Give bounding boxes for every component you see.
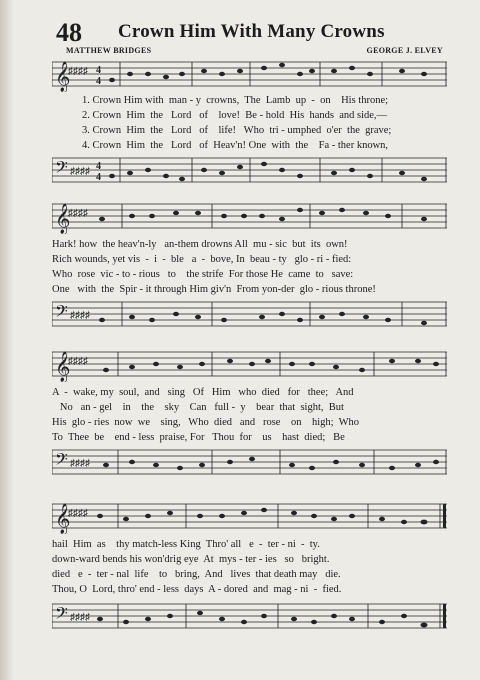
music-system-3 <box>52 348 447 478</box>
lyric-line: 1. Crown Him with man - y crowns, The Lamb up - on His throne; <box>82 95 389 106</box>
hymn-number: 48 <box>56 18 82 47</box>
bass-staff <box>52 298 447 332</box>
svg-text:4: 4 <box>96 65 101 76</box>
bass-staff <box>52 154 447 188</box>
lyric-line: Who rose vic - to - rious to the strife For those He came to save: <box>52 269 354 280</box>
svg-text:♯♯♯♯: ♯♯♯♯ <box>68 508 88 519</box>
svg-text:𝄞: 𝄞 <box>55 204 71 233</box>
svg-text:♯♯♯♯: ♯♯♯♯ <box>70 458 90 469</box>
music-system-2 <box>52 200 447 330</box>
lyric-line: Thou, O Lord, thro' end - less days A - dored and mag - ni - fied. <box>52 584 342 595</box>
page-binding-shadow <box>0 0 14 680</box>
lyric-line: No an - gel in the sky Can full - y bear that sight, But <box>52 402 344 413</box>
bass-staff <box>52 600 447 634</box>
svg-text:𝄢: 𝄢 <box>55 605 68 627</box>
svg-text:𝄢: 𝄢 <box>55 159 68 181</box>
bass-staff-drawing <box>52 154 447 188</box>
svg-text:𝄢: 𝄢 <box>55 303 68 325</box>
treble-staff <box>52 58 447 92</box>
treble-staff-drawing <box>52 58 447 92</box>
lyric-line: 4. Crown Him the Lord of Heav'n! One with the Fa - ther known, <box>82 140 389 151</box>
svg-text:♯♯♯♯: ♯♯♯♯ <box>68 356 88 367</box>
lyric-line: 2. Crown Him the Lord of love! Be - hold His hands and side,— <box>82 110 388 121</box>
lyric-line: died e - ter - nal life to bring, And lives that death may die. <box>52 569 341 580</box>
svg-text:𝄞: 𝄞 <box>55 504 71 533</box>
lyric-line: A - wake, my soul, and sing Of Him who died for thee; And <box>52 387 354 398</box>
treble-staff <box>52 200 447 234</box>
lyric-line: 3. Crown Him the Lord of life! Who tri - umphed o'er the grave; <box>82 125 392 136</box>
lyric-line: Hark! how the heav'n-ly an-them drowns All mu - sic but its own! <box>52 239 348 250</box>
lyric-line: His glo - ries now we sing, Who died and rose on high; Who <box>52 417 359 428</box>
svg-text:𝄞: 𝄞 <box>55 62 71 91</box>
lyric-line: hail Him as thy match-less King Thro' all e - ter - ni - ty. <box>52 539 320 550</box>
hymn-title: Crown Him With Many Crowns <box>118 21 385 42</box>
svg-text:𝄢: 𝄢 <box>55 451 68 473</box>
music-system-1 <box>52 58 447 188</box>
svg-text:♯♯♯♯: ♯♯♯♯ <box>68 66 88 77</box>
bass-staff-drawing <box>52 298 447 332</box>
svg-text:4: 4 <box>96 172 101 183</box>
music-system-4 <box>52 500 447 636</box>
bass-staff-drawing <box>52 600 447 634</box>
svg-text:𝄞: 𝄞 <box>55 352 71 381</box>
treble-staff <box>52 348 447 382</box>
lyric-line: To Thee be end - less praise, For Thou for us hast died; Be <box>52 432 345 443</box>
svg-text:4: 4 <box>96 76 101 87</box>
composer-credit: GEORGE J. ELVEY <box>366 46 443 55</box>
treble-staff-drawing <box>52 348 447 382</box>
lyricist-credit: MATTHEW BRIDGES <box>66 46 152 55</box>
lyric-line: Rich wounds, yet vis - i - ble a - bove, In beau - ty glo - ri - fied: <box>52 254 352 265</box>
treble-staff-drawing <box>52 200 447 234</box>
treble-staff <box>52 500 447 534</box>
svg-text:♯♯♯♯: ♯♯♯♯ <box>68 208 88 219</box>
bass-staff <box>52 446 447 480</box>
treble-staff-drawing <box>52 500 447 534</box>
svg-text:4: 4 <box>96 161 101 172</box>
bass-staff-drawing <box>52 446 447 480</box>
svg-text:♯♯♯♯: ♯♯♯♯ <box>70 310 90 321</box>
lyric-line: One with the Spir - it through Him giv'n From yon-der glo - rious throne! <box>52 284 376 295</box>
svg-text:♯♯♯♯: ♯♯♯♯ <box>70 166 90 177</box>
svg-text:♯♯♯♯: ♯♯♯♯ <box>70 612 90 623</box>
lyric-line: down-ward bends his won'drig eye At mys - ter - ies so bright. <box>52 554 330 565</box>
